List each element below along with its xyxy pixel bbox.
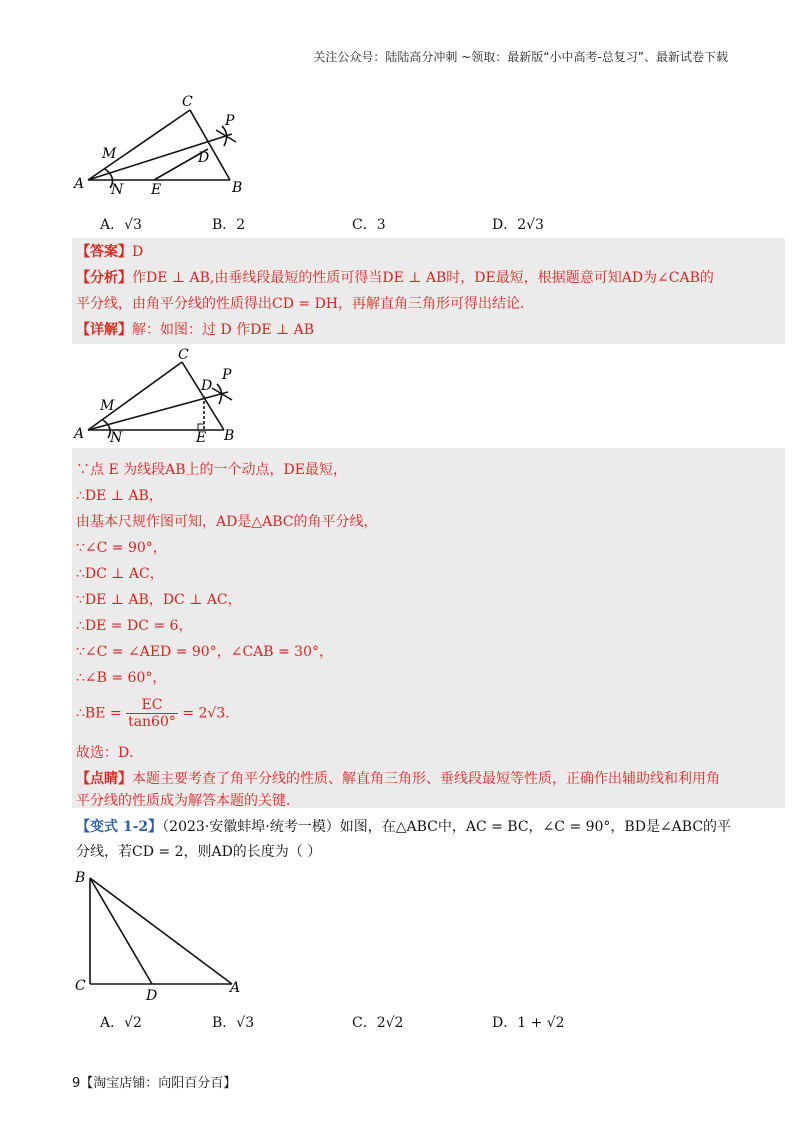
be-formula-line: ∴BE = $\frac{EC}{\tan 60^\circ}$ = 2√3. <box>76 697 230 730</box>
step-line: ∵点 E 为线段AB上的一个动点，DE最短， <box>76 462 347 478</box>
step-line: ∵∠C = 90°， <box>76 540 167 556</box>
be-fraction: $\frac{EC}{\tan 60^\circ}$ <box>128 697 176 730</box>
step-line: ∵∠C = ∠AED = 90°，∠CAB = 30°， <box>76 644 333 660</box>
analysis-line-1: 【分析】作DE ⊥ AB,由垂线段最短的性质可得当DE ⊥ AB时，DE最短，根据题意可知AD为∠CAB的 <box>76 270 714 286</box>
step-line: 由基本尺规作图可知，AD是△ABC的角平分线， <box>76 514 378 530</box>
detail-line: 【详解】解：如图：过 D 作DE ⊥ AB <box>76 322 315 338</box>
comment-line-1: 【点睛】本题主要考查了角平分线的性质、解直角三角形、垂线段最短等性质，正确作出辅助线和利用角 <box>76 771 720 787</box>
q2-option-c: C．2√2 <box>352 1015 404 1031</box>
fig2-label-b: B <box>224 428 235 444</box>
figure-triangle-1 <box>72 92 252 202</box>
q2-option-b: B．√3 <box>212 1015 255 1031</box>
figure-triangle-2 <box>72 344 242 448</box>
label-c: C <box>182 94 193 110</box>
step-line: ∴DE = DC = 6， <box>76 618 193 634</box>
fig2-label-n: N <box>110 430 123 446</box>
step-line: ∴DC ⊥ AC， <box>76 566 164 582</box>
variant-line-2: 分线，若CD = 2，则AD的长度为（ ） <box>76 844 322 860</box>
step-line: ∴DE ⊥ AB， <box>76 488 163 504</box>
step-line: ∴∠B = 60°， <box>76 670 167 686</box>
step-line: ∵DE ⊥ AB，DC ⊥ AC， <box>76 592 242 608</box>
fig3-label-d: D <box>146 988 158 1004</box>
label-b: B <box>232 180 243 196</box>
q2-option-d: D．1 + √2 <box>492 1015 565 1031</box>
analysis-line-2: 平分线，由角平分线的性质得出CD = DH，再解直角三角形可得出结论． <box>76 296 534 312</box>
q1-option-c: C．3 <box>352 217 386 233</box>
fig2-label-d: D <box>201 378 213 394</box>
label-a: A <box>74 176 85 192</box>
comment-line-2: 平分线的性质成为解答本题的关键． <box>76 793 300 809</box>
fig2-label-m: M <box>100 398 115 414</box>
q1-option-d: D．2√3 <box>492 217 544 233</box>
figure-triangle-3 <box>72 866 252 1006</box>
label-p: P <box>225 113 235 129</box>
fig2-label-p: P <box>222 367 232 383</box>
fig2-label-a: A <box>74 426 85 442</box>
fig3-label-b: B <box>75 870 86 886</box>
choice-line: 故选：D． <box>76 745 144 761</box>
segment-ac <box>88 110 190 180</box>
variant-line-1: 【变式 1-2】（2023·安徽蚌埠·统考一模）如图，在△ABC中，AC = BC，∠C = 90°，BD是∠ABC的平 <box>76 819 732 835</box>
q1-option-b: B．2 <box>212 217 246 233</box>
fig3-label-a: A <box>230 980 241 996</box>
q1-option-a: A．√3 <box>100 217 142 233</box>
page-footer: 9【淘宝店铺：向阳百分百】 <box>72 1076 237 1091</box>
q2-option-a: A．√2 <box>100 1015 142 1031</box>
fig2-label-c: C <box>178 347 189 363</box>
label-n: N <box>111 182 124 198</box>
fig2-label-e: E <box>196 430 207 446</box>
label-m: M <box>102 146 117 162</box>
page-header: 关注公众号：陆陆高分冲刺 ~领取：最新版“小中高考-总复习”、最新试卷下载 <box>313 50 728 64</box>
answer-line: 【答案】D <box>76 244 144 260</box>
label-d: D <box>198 150 210 166</box>
label-e: E <box>151 182 162 198</box>
fig3-label-c: C <box>75 978 86 994</box>
